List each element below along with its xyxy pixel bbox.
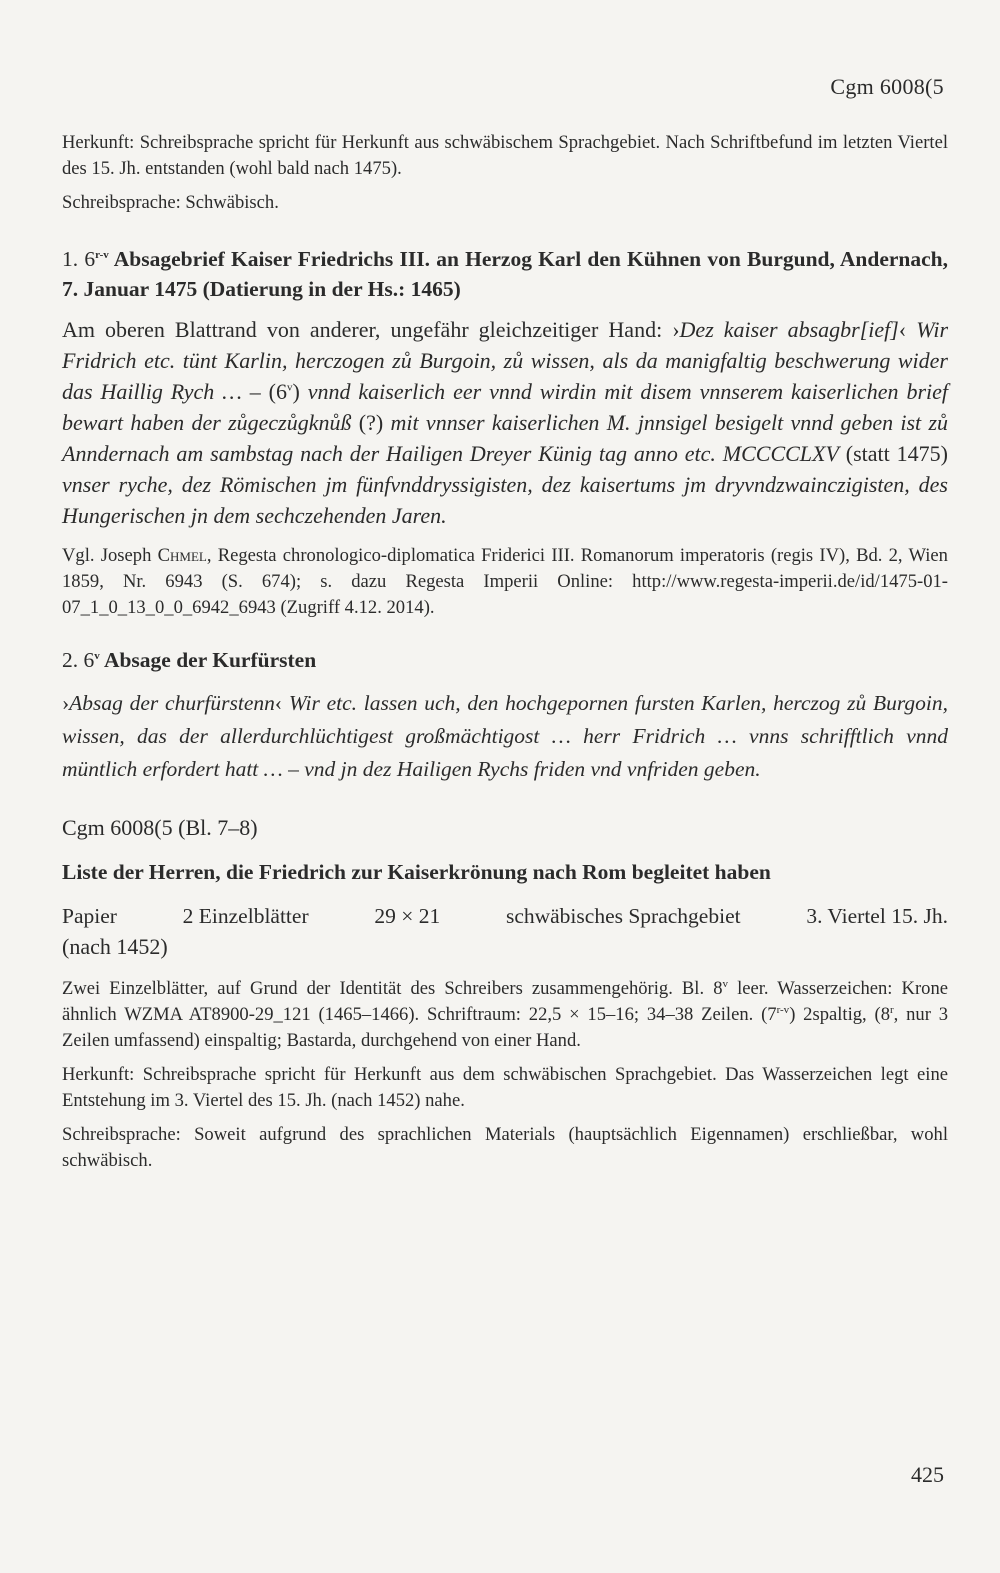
item1-incipit — [62, 314, 948, 531]
literature-text: , Regesta chronologico-diplomatica Friderici III. Romanorum imperatoris (regis IV), Bd. 2, Wien 1859, Nr. 6943 (S. 674); s. dazu Regesta Imperii Online: http://www.regesta-imperii.de/id/1475-01-07_1_0_13_0_0_6942_6943 (Zugriff 4.12. 2014). — [62, 545, 948, 618]
section2-meta-row — [62, 901, 948, 931]
item2-text-1: Wir etc. lassen uch, den hochgepornen fursten Karlen, herczog zů Burgoin, wissen, das der allerdurchlüchtigest großmächtigost … herr Fridrich … vnns schrifftlich vnnd müntlich erfordert hatt … — [62, 691, 948, 781]
desc-part-c: ) 2spaltig, (8 — [789, 1004, 890, 1025]
desc-part-b: leer. Wasserzeichen: Krone ähnlich WZMA AT8900-29_121 (1465–1466). Schriftraum: 22,5 × 15–16; 34–38 Zeilen. (7 — [62, 978, 948, 1025]
meta-material: Papier — [62, 904, 117, 928]
item2-dash: – — [282, 757, 305, 781]
incipit-sep: ‹ — [898, 317, 917, 342]
item2-quote-open: › — [62, 691, 70, 715]
item2-number: 2. 6 — [62, 648, 95, 672]
meta-size: 29 × 21 — [374, 904, 441, 928]
intro-schreibsprache: Schreibsprache: Schwäbisch. — [62, 192, 279, 213]
meta-leaves: 2 Einzelblätter — [182, 904, 309, 928]
section2-description — [62, 976, 948, 1054]
item1-literature — [62, 543, 948, 621]
meta-region: schwäbisches Sprachgebiet — [505, 904, 741, 928]
page-content — [62, 130, 948, 1174]
desc-sup-2: r-v — [776, 1003, 790, 1016]
incipit-statt: (statt 1475) — [838, 441, 948, 466]
desc-sup-3: r — [890, 1003, 894, 1016]
incipit-query: (?) — [351, 410, 391, 435]
section2-shelfmark: Cgm 6008(5 (Bl. 7–8) — [62, 815, 258, 840]
page-number: 425 — [911, 1462, 944, 1487]
incipit-text-4: vnser ryche, dez Römischen jm fünfvnddryssigisten, dez kaisertums jm dryvndzwainczigisten, des Hungerischen jn dem sechczehenden Jaren. — [62, 472, 948, 528]
incipit-dash: – (6 — [241, 379, 287, 404]
desc-part-d: , nur 3 Zeilen umfassend) einspaltig; Bastarda, durchgehend von einer Hand. — [62, 1004, 949, 1051]
meta-date-note: (nach 1452) — [62, 934, 168, 959]
item1-heading — [62, 244, 948, 304]
item1-number: 1. 6 — [62, 247, 96, 271]
incipit-rubric: Dez kaiser absagbr[ief] — [679, 317, 899, 342]
section2-schreibsprache: Schreibsprache: Soweit aufgrund des sprachlichen Materials (hauptsächlich Eigennamen) erschließbar, wohl schwäbisch. — [62, 1124, 948, 1171]
item2-quote-close: ‹ — [274, 691, 289, 715]
incipit-paren: ) — [292, 379, 308, 404]
item2-text — [62, 687, 948, 786]
item2-text-2: vnd jn dez Hailigen Rychs friden vnd vnfriden geben. — [304, 757, 761, 781]
item2-folio: v — [94, 649, 100, 662]
incipit-lead: Am oberen Blattrand von anderer, ungefähr gleichzeitiger Hand: › — [62, 317, 680, 342]
incipit-text-2: vnnd kaiserlich eer vnnd wirdin mit disem vnnserem kaiserlichen brief bewart haben der zůgeczůgknůß — [62, 379, 949, 435]
literature-author: Chmel — [157, 545, 207, 566]
running-head: Cgm 6008(5 — [830, 74, 944, 99]
item2-heading — [62, 645, 948, 675]
item1-title: Absagebrief Kaiser Friedrichs III. an Herzog Karl den Kühnen von Burgund, Andernach, 7. Januar 1475 (Datierung in der Hs.: 1465) — [62, 247, 948, 301]
item1-folio: r-v — [95, 248, 109, 261]
incipit-folio: v — [286, 381, 293, 394]
meta-date: 3. Viertel 15. Jh. — [806, 904, 948, 928]
section2-herkunft: Herkunft: Schreibsprache spricht für Herkunft aus dem schwäbischen Sprachgebiet. Das Wasserzeichen legt eine Entstehung im 3. Viertel des 15. Jh. (nach 1452) nahe. — [62, 1064, 948, 1111]
section2-title: Liste der Herren, die Friedrich zur Kaiserkrönung nach Rom begleitet haben — [62, 860, 771, 884]
incipit-text-1: Wir Fridrich etc. tünt Karlin, herczogen zů Burgoin, zů wissen, als da manigfaltig beschwerung wider das Haillig Rych … — [62, 317, 949, 404]
item2-rubric: Absag der churfürstenn — [69, 691, 275, 715]
intro-herkunft: Herkunft: Schreibsprache spricht für Herkunft aus schwäbischem Sprachgebiet. Nach Schriftbefund im letzten Viertel des 15. Jh. entstanden (wohl bald nach 1475). — [62, 132, 948, 179]
incipit-text-3: mit vnnser kaiserlichen M. jnnsigel besigelt vnnd geben ist zů Anndernach am sambstag nach der Hailigen Dreyer Künig tag anno etc. MCCCCLXV — [62, 410, 949, 466]
desc-sup-1: v — [722, 977, 728, 990]
literature-lead: Vgl. Joseph — [62, 545, 158, 566]
desc-part-a: Zwei Einzelblätter, auf Grund der Identität des Schreibers zusammengehörig. Bl. 8 — [62, 978, 723, 999]
item2-title: Absage der Kurfürsten — [99, 648, 317, 672]
